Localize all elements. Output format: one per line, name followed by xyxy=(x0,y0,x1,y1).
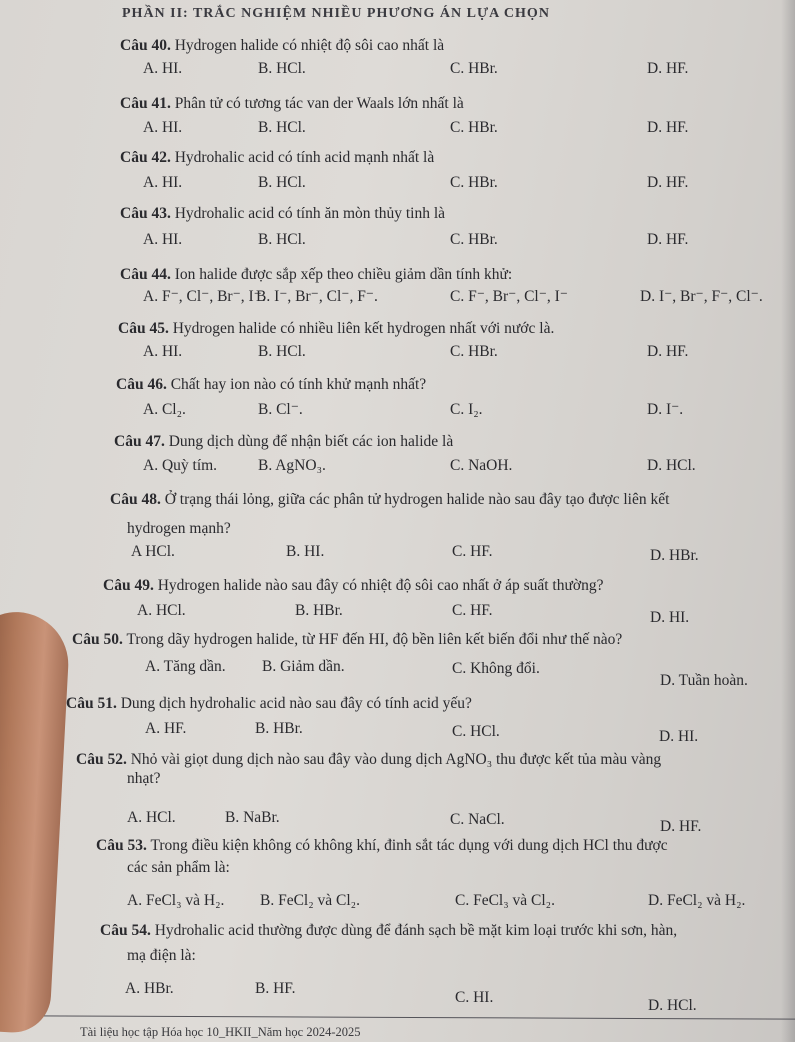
question-number: Câu 53. xyxy=(96,837,147,854)
answer-option-c[interactable]: C. NaOH. xyxy=(450,457,513,474)
question-text: Hydrohalic acid thường được dùng để đánh sạch bề mặt kim loại trước khi sơn, hàn, xyxy=(154,922,678,939)
question-stem xyxy=(96,837,668,855)
question-number: Câu 41. xyxy=(120,95,171,112)
question-stem xyxy=(110,491,669,509)
answer-option-d[interactable]: D. I⁻, Br⁻, F⁻, Cl⁻. xyxy=(640,288,763,305)
answer-option-b[interactable]: B. HF. xyxy=(255,980,296,997)
answer-option-b[interactable]: B. HBr. xyxy=(255,720,303,737)
answer-option-d[interactable]: D. HI. xyxy=(659,728,699,745)
answer-option-d[interactable]: D. HF. xyxy=(647,174,689,191)
question-text-continued: hydrogen mạnh? xyxy=(127,520,231,537)
answer-option-a[interactable]: A. HCl. xyxy=(137,602,186,619)
question-stem xyxy=(76,751,661,769)
question-stem xyxy=(118,320,554,338)
question-stem xyxy=(120,95,464,113)
question-stem xyxy=(114,433,453,451)
section-header: PHẦN II: TRẮC NGHIỆM NHIỀU PHƯƠNG ÁN LỰA CHỌN xyxy=(122,6,550,21)
question-number: Câu 48. xyxy=(110,491,161,508)
answer-option-b[interactable]: B. HBr. xyxy=(295,602,343,619)
answer-option-c[interactable]: C. HF. xyxy=(452,602,493,619)
answer-option-b[interactable]: B. AgNO₃. xyxy=(258,457,326,474)
question-number: Câu 40. xyxy=(120,37,171,54)
answer-option-c[interactable]: C. HBr. xyxy=(450,231,498,248)
answer-option-a[interactable]: A. F⁻, Cl⁻, Br⁻, I⁻. xyxy=(143,288,266,305)
answer-option-b[interactable]: B. I⁻, Br⁻, Cl⁻, F⁻. xyxy=(256,288,378,305)
question-number: Câu 46. xyxy=(116,376,167,393)
question-stem xyxy=(120,37,444,55)
answer-option-a[interactable]: A. HCl. xyxy=(127,809,176,826)
question-stem xyxy=(100,922,677,940)
question-text: Hydrohalic acid có tính acid mạnh nhất là xyxy=(174,149,435,166)
question-number: Câu 45. xyxy=(118,320,169,337)
answer-option-c[interactable]: C. I₂. xyxy=(450,401,483,418)
question-text: Hydrogen halide có nhiều liên kết hydrogen nhất với nước là. xyxy=(172,320,555,337)
answer-option-d[interactable]: D. HF. xyxy=(647,60,689,77)
answer-option-a[interactable]: A. Tăng dần. xyxy=(145,658,226,675)
answer-option-b[interactable]: B. HI. xyxy=(286,543,325,560)
page-edge-shadow xyxy=(781,0,795,1042)
answer-option-b[interactable]: B. HCl. xyxy=(258,174,306,191)
answer-option-d[interactable]: D. HBr. xyxy=(650,547,699,564)
question-number: Câu 54. xyxy=(100,922,151,939)
answer-option-a[interactable]: A. HBr. xyxy=(125,980,174,997)
question-stem xyxy=(120,205,445,223)
answer-option-a[interactable]: A. HI. xyxy=(143,343,183,360)
question-text: Hydrogen halide có nhiệt độ sôi cao nhất là xyxy=(174,37,445,54)
answer-option-c[interactable]: C. Không đổi. xyxy=(452,660,540,677)
answer-option-d[interactable]: D. HCl. xyxy=(647,457,696,474)
answer-option-a[interactable]: A. FeCl₃ và H₂. xyxy=(127,892,225,909)
question-text: Trong dãy hydrogen halide, từ HF đến HI, độ bền liên kết biến đổi như thế nào? xyxy=(126,631,623,648)
answer-option-d[interactable]: D. HI. xyxy=(650,609,690,626)
answer-option-d[interactable]: D. HF. xyxy=(647,231,689,248)
answer-option-c[interactable]: C. HF. xyxy=(452,543,493,560)
question-text: Trong điều kiện không có không khí, đinh sắt tác dụng với dung dịch HCl thu được xyxy=(150,837,668,854)
answer-option-a[interactable]: A. Cl₂. xyxy=(143,401,186,418)
answer-option-c[interactable]: C. HBr. xyxy=(450,60,498,77)
answer-option-a[interactable]: A. HI. xyxy=(143,60,183,77)
answer-option-d[interactable]: D. HF. xyxy=(660,818,702,835)
answer-option-c[interactable]: C. NaCl. xyxy=(450,811,505,828)
question-text-continued: nhạt? xyxy=(127,770,161,787)
answer-option-b[interactable]: B. HCl. xyxy=(258,60,306,77)
question-stem xyxy=(66,695,472,713)
question-number: Câu 52. xyxy=(76,751,127,768)
question-text: Phân tử có tương tác van der Waals lớn nhất là xyxy=(174,95,464,112)
footer-text: Tài liệu học tập Hóa học 10_HKII_Năm học 2024-2025 xyxy=(80,1025,361,1039)
answer-option-b[interactable]: B. NaBr. xyxy=(225,809,280,826)
question-stem xyxy=(103,577,603,595)
question-text-continued: mạ điện là: xyxy=(127,947,196,964)
answer-option-c[interactable]: C. FeCl₃ và Cl₂. xyxy=(455,892,555,909)
answer-option-b[interactable]: B. Cl⁻. xyxy=(258,401,303,418)
answer-option-c[interactable]: C. HBr. xyxy=(450,174,498,191)
answer-option-b[interactable]: B. HCl. xyxy=(258,231,306,248)
footer-divider xyxy=(30,1015,795,1019)
answer-option-b[interactable]: B. HCl. xyxy=(258,343,306,360)
answer-option-c[interactable]: C. HI. xyxy=(455,989,494,1006)
question-number: Câu 42. xyxy=(120,149,171,166)
answer-option-d[interactable]: D. Tuần hoàn. xyxy=(660,672,748,689)
question-stem xyxy=(116,376,426,394)
question-number: Câu 50. xyxy=(72,631,123,648)
question-text: Nhỏ vài giọt dung dịch nào sau đây vào dung dịch AgNO₃ thu được kết tủa màu vàng xyxy=(130,751,662,768)
answer-option-b[interactable]: B. FeCl₂ và Cl₂. xyxy=(260,892,360,909)
question-text-continued: các sản phẩm là: xyxy=(127,859,230,876)
answer-option-d[interactable]: D. HF. xyxy=(647,343,689,360)
question-text: Ở trạng thái lỏng, giữa các phân tử hydrogen halide nào sau đây tạo được liên kết xyxy=(164,491,670,508)
question-number: Câu 47. xyxy=(114,433,165,450)
answer-option-d[interactable]: D. I⁻. xyxy=(647,401,684,418)
answer-option-a[interactable]: A. Quỳ tím. xyxy=(143,457,218,474)
answer-option-a[interactable]: A. HI. xyxy=(143,174,183,191)
question-number: Câu 43. xyxy=(120,205,171,222)
question-text: Hydrohalic acid có tính ăn mòn thủy tinh là xyxy=(174,205,446,222)
answer-option-a[interactable]: A. HI. xyxy=(143,231,183,248)
question-text: Chất hay ion nào có tính khử mạnh nhất? xyxy=(170,376,427,393)
question-number: Câu 51. xyxy=(66,695,117,712)
answer-option-d[interactable]: D. HF. xyxy=(647,119,689,136)
answer-option-d[interactable]: D. FeCl₂ và H₂. xyxy=(648,892,746,909)
question-text: Hydrogen halide nào sau đây có nhiệt độ sôi cao nhất ở áp suất thường? xyxy=(157,577,604,594)
question-text: Dung dịch dùng để nhận biết các ion halide là xyxy=(168,433,454,450)
question-stem xyxy=(120,266,512,284)
answer-option-c[interactable]: C. F⁻, Br⁻, Cl⁻, I⁻ xyxy=(450,288,568,305)
answer-option-c[interactable]: C. HBr. xyxy=(450,119,498,136)
question-stem xyxy=(72,631,622,649)
answer-option-c[interactable]: C. HCl. xyxy=(452,723,500,740)
question-text: Dung dịch hydrohalic acid nào sau đây có tính acid yếu? xyxy=(120,695,472,712)
question-number: Câu 49. xyxy=(103,577,154,594)
question-text: Ion halide được sắp xếp theo chiều giảm dần tính khử: xyxy=(174,266,513,283)
answer-option-a[interactable]: A. HF. xyxy=(145,720,187,737)
answer-option-b[interactable]: B. Giảm dần. xyxy=(262,658,345,675)
question-number: Câu 44. xyxy=(120,266,171,283)
answer-option-d[interactable]: D. HCl. xyxy=(648,997,697,1014)
answer-option-a[interactable]: A. HI. xyxy=(143,119,183,136)
finger-photo-overlay xyxy=(0,610,71,1035)
question-stem xyxy=(120,149,434,167)
answer-option-c[interactable]: C. HBr. xyxy=(450,343,498,360)
answer-option-a[interactable]: A HCl. xyxy=(131,543,175,560)
answer-option-b[interactable]: B. HCl. xyxy=(258,119,306,136)
